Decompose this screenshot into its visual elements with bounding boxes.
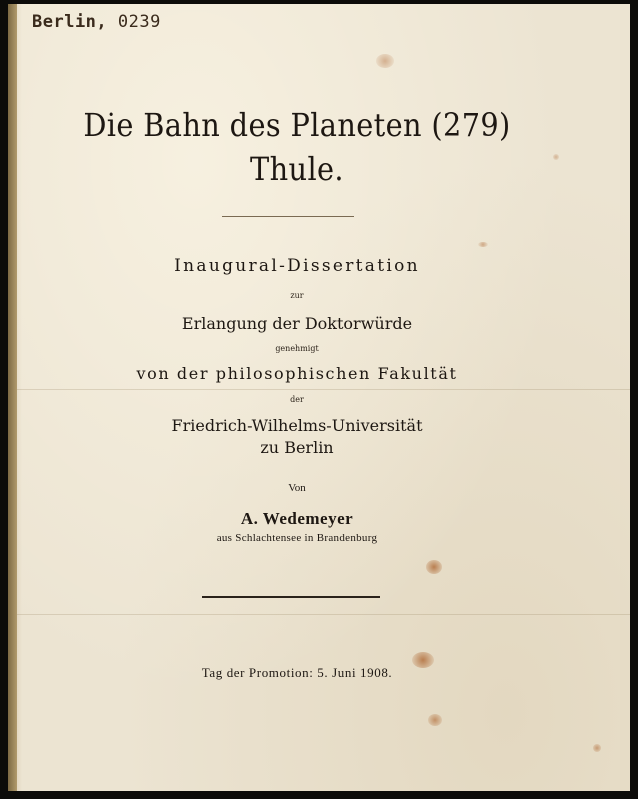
document-page [8,4,630,791]
stamp-number: 0239 [117,12,161,32]
degree-purpose: Erlangung der Doktorwürde [181,314,413,333]
connector-zur: zur [290,291,304,300]
author-name: A. Wedemeyer [240,509,354,528]
title-divider [222,216,354,217]
binding-spine [8,4,17,791]
library-stamp [32,12,161,32]
author-origin: aus Schlachtensee in Brandenburg [216,532,378,544]
paper-fold [17,389,630,390]
foxing-spot [426,560,442,574]
stamp-city: Berlin, [32,12,108,32]
foxing-spot [478,242,488,247]
foxing-spot [376,54,394,68]
connector-genehmigt: genehmigt [275,344,319,353]
connector-der: der [290,395,304,404]
foxing-spot [593,744,601,752]
dissertation-type: Inaugural-Dissertation [174,256,420,276]
university-name: Friedrich-Wilhelms-Universität [171,416,423,435]
author-von: Von [288,482,306,494]
foxing-spot [553,154,559,160]
promotion-date: Tag der Promotion: 5. Juni 1908. [201,665,393,680]
faculty-line: von der philosophischen Fakultät [136,364,458,383]
title-line-1: Die Bahn des Planeten (279) [83,106,511,144]
foxing-spot [428,714,442,726]
title-line-2: Thule. [250,150,344,188]
section-divider [202,596,380,598]
university-city: zu Berlin [260,438,334,457]
paper-fold [17,614,630,615]
